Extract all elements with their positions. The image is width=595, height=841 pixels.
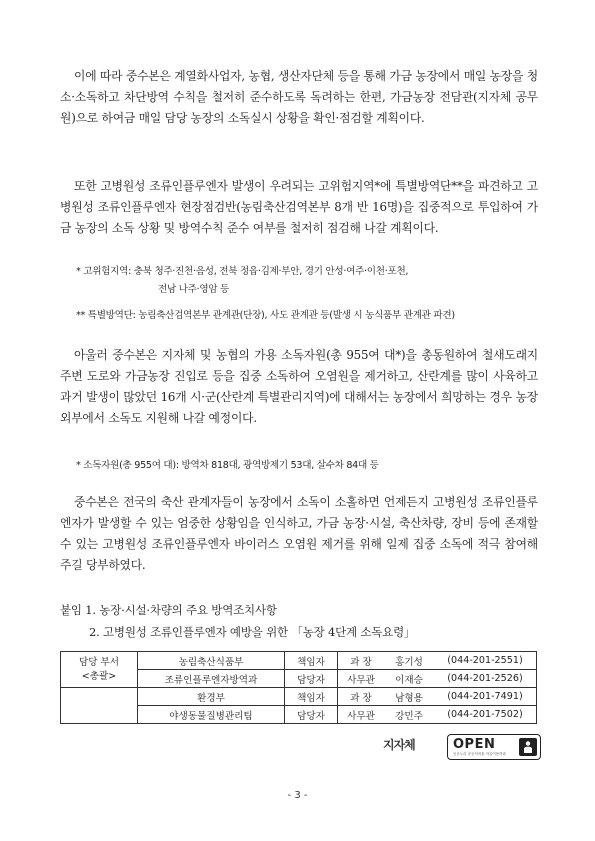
license-type-icon <box>519 738 537 756</box>
footnote-special-team-text: ** 특별방역단: 농림축산검역본부 관계관(단장), 사도 관계관 등(발생 시 농식품부 관계관 파견) <box>76 310 455 321</box>
dept-label-line2: <총괄> <box>81 670 117 682</box>
open-license-label: OPEN <box>453 737 496 752</box>
role-cell: 담당자 <box>285 706 338 724</box>
name-cell: 이재승 <box>384 670 434 688</box>
open-license-subtext: 공공누리 공공저작물 자유이용허락 <box>453 752 506 756</box>
name-cell: 남형용 <box>384 688 434 706</box>
title-cell: 사무관 <box>338 706 385 724</box>
paragraph-1-text: 이에 따라 중수본은 계열화사업자, 농협, 생산자단체 등을 통해 가금 농장에서 매일 농장을 청소·소독하고 차단방역 수칙을 철저히 준수하도록 독려하는 한편, 가금농장 전담관(지자체 공무원)으로 하여금 매일 담당 농장의 소독실시 상황을 확인·점검할 계획이다. <box>60 69 538 125</box>
attachment-1: 붙임 1. 농장·시설·차량의 주요 방역조치사항 <box>60 603 277 617</box>
dept-label-cell <box>61 652 138 688</box>
org-cell: 농림축산식품부 <box>138 652 285 670</box>
role-cell: 담당자 <box>285 670 338 688</box>
brand-logo-text: 지자체 <box>383 738 415 752</box>
footnote-high-risk-line1: * 고위험지역: 충북 청주·진천·음성, 전북 정읍·김제·부안, 경기 안성·여주·이천·포천, <box>76 266 409 277</box>
paragraph-3-text: 아울러 중수본은 지자체 및 농협의 가용 소독자원(총 955여 대*)을 총동원하여 철새도래지 주변 도로와 가금농장 진입로 등을 집중 소독하여 오염원을 제거하고, 산란계를 많이 사육하고 과거 발생이 많았던 16개 시·군(산란계 특별관리지역)에 대해서는 농장에서 희망하는 경우 농장 외부에서 소독도 지원해 나갈 예정이다. <box>60 348 538 425</box>
paragraph-4 <box>60 492 538 576</box>
phone-cell: (044-201-7491) <box>434 688 537 706</box>
name-cell: 강민주 <box>384 706 434 724</box>
footnote-high-risk <box>76 263 546 299</box>
role-cell: 책임자 <box>285 652 338 670</box>
title-cell: 과 장 <box>338 652 385 670</box>
phone-cell: (044-201-7502) <box>434 706 537 724</box>
name-cell: 홍기성 <box>384 652 434 670</box>
phone-cell: (044-201-2551) <box>434 652 537 670</box>
org-cell: 조류인플루엔자방역과 <box>138 670 285 688</box>
open-license-badge <box>447 734 541 760</box>
paragraph-2-text: 또한 고병원성 조류인플루엔자 발생이 우려되는 고위험지역*에 특별방역단**을 파견하고 고병원성 조류인플루엔자 현장점검반(농림축산검역본부 8개 반 16명)을 집중적으로 투입하여 가금 농장의 소독 상황 및 방역수칙 준수 여부를 철저히 점검해 나갈 계획이다. <box>60 179 538 235</box>
org-cell: 야생동물질병관리팀 <box>138 706 285 724</box>
paragraph-2 <box>60 176 538 239</box>
footnote-special-team <box>76 307 556 325</box>
title-cell: 과 장 <box>338 688 385 706</box>
role-cell: 책임자 <box>285 688 338 706</box>
phone-cell: (044-201-2526) <box>434 670 537 688</box>
brand-logo <box>383 736 443 758</box>
contact-table <box>60 651 537 724</box>
footnote-disinfection-resources-text: * 소독자원(총 955여 대): 방역차 818대, 광역방제기 53대, 살수차 84대 등 <box>76 460 379 471</box>
paragraph-3 <box>60 345 538 429</box>
paragraph-4-text: 중수본은 전국의 축산 관계자들이 농장에서 소독이 소홀하면 언제든지 고병원성 조류인플루엔자가 발생할 수 있는 엄중한 상황임을 인식하고, 가금 농장·시설, 축산차량, 장비 등에 존재할 수 있는 고병원성 조류인플루엔자 바이러스 오염원 제거를 위해 일제 집중 소독에 적극 참여해 주길 당부하였다. <box>60 495 538 572</box>
title-cell: 사무관 <box>338 670 385 688</box>
table-row <box>61 688 537 706</box>
table-row <box>61 652 537 670</box>
footnote-disinfection-resources <box>76 457 546 475</box>
org-cell: 환경부 <box>138 688 285 706</box>
footnote-high-risk-line2: 전남 나주·영암 등 <box>158 284 230 295</box>
paragraph-1 <box>60 66 538 129</box>
dept-empty-cell <box>61 688 138 724</box>
page-number: - 3 - <box>287 790 308 801</box>
dept-label-line1: 담당 부서 <box>78 656 120 668</box>
attachment-2: 2. 고병원성 조류인플루엔자 예방을 위한 「농장 4단계 소독요령」 <box>89 625 416 639</box>
